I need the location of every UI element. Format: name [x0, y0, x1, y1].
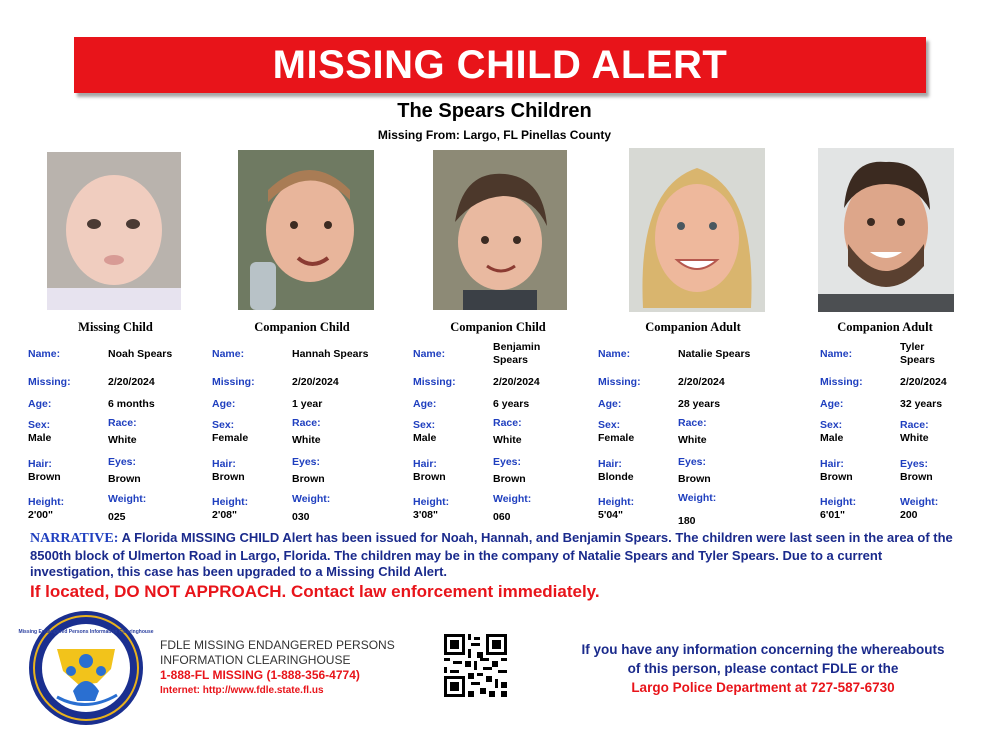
- hair-value: Brown: [28, 471, 61, 483]
- age-label: Age:: [28, 398, 52, 410]
- sex-value: Male: [820, 432, 844, 444]
- height-label: Height:: [212, 496, 249, 508]
- race-value: White: [108, 434, 137, 446]
- photo-noah: [47, 152, 181, 310]
- role-label: Companion Adult: [645, 320, 741, 334]
- sex-label: Sex:: [413, 419, 436, 431]
- race-label: Race:: [493, 417, 522, 429]
- weight-value: 200: [900, 509, 918, 521]
- name-label: Name:: [598, 348, 631, 360]
- race-label: Race:: [678, 417, 707, 429]
- height-value: 5'04": [598, 509, 623, 521]
- person-card-tyler: [820, 320, 980, 520]
- name-label: Name:: [413, 348, 446, 360]
- missing-label: Missing:: [413, 376, 456, 388]
- fdle-info: [160, 638, 395, 698]
- name-value: Tyler Spears: [900, 341, 936, 366]
- weight-value: 180: [678, 515, 696, 527]
- age-label: Age:: [820, 398, 844, 410]
- height-label: Height:: [820, 496, 857, 508]
- missing-from: Missing From: Largo, FL Pinellas County: [377, 128, 612, 142]
- contact-line1: If you have any information concerning the whereabouts: [581, 642, 945, 657]
- hair-value: Blonde: [598, 471, 634, 483]
- name-label: Name:: [28, 348, 61, 360]
- name-label: Name:: [820, 348, 853, 360]
- eyes-label: Eyes:: [108, 456, 137, 468]
- contact-info: [548, 640, 978, 697]
- age-value: 28 years: [678, 398, 721, 410]
- weight-label: Weight:: [900, 496, 939, 508]
- seal-text: Missing Endangered Persons Information Clearinghouse: [18, 629, 154, 635]
- age-value: 6 years: [493, 398, 530, 410]
- missing-label: Missing:: [212, 376, 255, 388]
- race-value: White: [493, 434, 522, 446]
- photo-natalie: [629, 148, 765, 312]
- height-value: 6'01": [820, 509, 845, 521]
- race-label: Race:: [900, 419, 929, 431]
- age-value: 1 year: [292, 398, 323, 410]
- photo-benjamin: [433, 150, 567, 310]
- sex-value: Female: [212, 432, 249, 444]
- eyes-value: Brown: [678, 473, 711, 485]
- eyes-value: Brown: [493, 473, 526, 485]
- weight-value: 030: [292, 511, 310, 523]
- sex-value: Male: [413, 432, 437, 444]
- narrative-text: A Florida MISSING CHILD Alert has been issued for Noah, Hannah, and Benjamin Spears. The children were last seen in the area of the 8500th block of Ulmerton Road in Largo, Florida. The children may be in the company of Natalie Spears and Tyler Spears. Due to a current investigation, this case has been upgraded to a Missing Child Alert.: [30, 530, 953, 579]
- narrative: [30, 530, 960, 581]
- role-label: Companion Child: [254, 320, 350, 334]
- race-label: Race:: [292, 417, 321, 429]
- org-line1: FDLE MISSING ENDANGERED PERSONS: [160, 638, 395, 652]
- height-label: Height:: [413, 496, 450, 508]
- role-label: Missing Child: [78, 320, 153, 334]
- height-value: 3'08": [413, 509, 438, 521]
- person-card-hannah: [212, 320, 392, 523]
- weight-value: 025: [108, 511, 126, 523]
- website-link[interactable]: Internet: http://www.fdle.state.fl.us: [160, 685, 324, 696]
- hair-label: Hair:: [820, 458, 844, 470]
- name-value: Natalie Spears: [678, 348, 751, 360]
- weight-label: Weight:: [108, 493, 147, 505]
- contact-line3: Largo Police Department at 727-587-6730: [631, 680, 895, 695]
- age-value: 6 months: [108, 398, 155, 410]
- missing-value: 2/20/2024: [292, 376, 339, 388]
- missing-value: 2/20/2024: [678, 376, 725, 388]
- role-label: Companion Child: [450, 320, 546, 334]
- race-value: White: [678, 434, 707, 446]
- hair-value: Brown: [413, 471, 446, 483]
- race-label: Race:: [108, 417, 137, 429]
- age-value: 32 years: [900, 398, 943, 410]
- eyes-label: Eyes:: [678, 456, 707, 468]
- missing-label: Missing:: [598, 376, 641, 388]
- missing-value: 2/20/2024: [493, 376, 540, 388]
- missing-label: Missing:: [820, 376, 863, 388]
- height-label: Height:: [28, 496, 65, 508]
- hair-label: Hair:: [413, 458, 437, 470]
- page-title: The Spears Children: [397, 100, 592, 122]
- eyes-value: Brown: [108, 473, 141, 485]
- sex-label: Sex:: [820, 419, 843, 431]
- narrative-label: NARRATIVE:: [30, 531, 119, 546]
- weight-label: Weight:: [678, 492, 717, 504]
- photo-tyler: [818, 148, 954, 312]
- hair-value: Brown: [820, 471, 853, 483]
- hair-label: Hair:: [28, 458, 52, 470]
- weight-label: Weight:: [292, 493, 331, 505]
- height-value: 2'08": [212, 509, 237, 521]
- contact-line2: of this person, please contact FDLE or the: [627, 661, 899, 676]
- weight-value: 060: [493, 511, 511, 523]
- person-card-natalie: [598, 320, 778, 527]
- missing-label: Missing:: [28, 376, 71, 388]
- eyes-label: Eyes:: [493, 456, 522, 468]
- name-value: Benjamin Spears: [493, 341, 541, 366]
- qr-code-icon: [444, 634, 507, 697]
- hair-label: Hair:: [598, 458, 622, 470]
- name-value: Hannah Spears: [292, 348, 369, 360]
- hair-label: Hair:: [212, 458, 236, 470]
- sex-label: Sex:: [598, 419, 621, 431]
- eyes-value: Brown: [900, 471, 933, 483]
- person-card-benjamin: [413, 320, 593, 523]
- eyes-label: Eyes:: [292, 456, 321, 468]
- age-label: Age:: [413, 398, 437, 410]
- eyes-label: Eyes:: [900, 458, 929, 470]
- age-label: Age:: [598, 398, 622, 410]
- name-label: Name:: [212, 348, 245, 360]
- sex-value: Female: [598, 432, 635, 444]
- name-value: Noah Spears: [108, 348, 173, 360]
- sex-label: Sex:: [212, 419, 235, 431]
- eyes-value: Brown: [292, 473, 325, 485]
- missing-value: 2/20/2024: [900, 376, 947, 388]
- org-line2: INFORMATION CLEARINGHOUSE: [160, 653, 351, 667]
- height-label: Height:: [598, 496, 635, 508]
- warning-text: If located, DO NOT APPROACH. Contact law enforcement immediately.: [30, 582, 600, 601]
- person-card-noah: [28, 320, 208, 523]
- sex-label: Sex:: [28, 419, 51, 431]
- phone-number: 1-888-FL MISSING (1-888-356-4774): [160, 668, 360, 682]
- fdle-seal-icon: [18, 609, 154, 727]
- weight-label: Weight:: [493, 493, 532, 505]
- sex-value: Male: [28, 432, 52, 444]
- alert-banner: MISSING CHILD ALERT: [74, 37, 926, 93]
- photo-hannah: [238, 150, 374, 310]
- race-value: White: [292, 434, 321, 446]
- role-label: Companion Adult: [837, 320, 933, 334]
- age-label: Age:: [212, 398, 236, 410]
- height-value: 2'00": [28, 509, 53, 521]
- race-value: White: [900, 432, 929, 444]
- missing-value: 2/20/2024: [108, 376, 155, 388]
- hair-value: Brown: [212, 471, 245, 483]
